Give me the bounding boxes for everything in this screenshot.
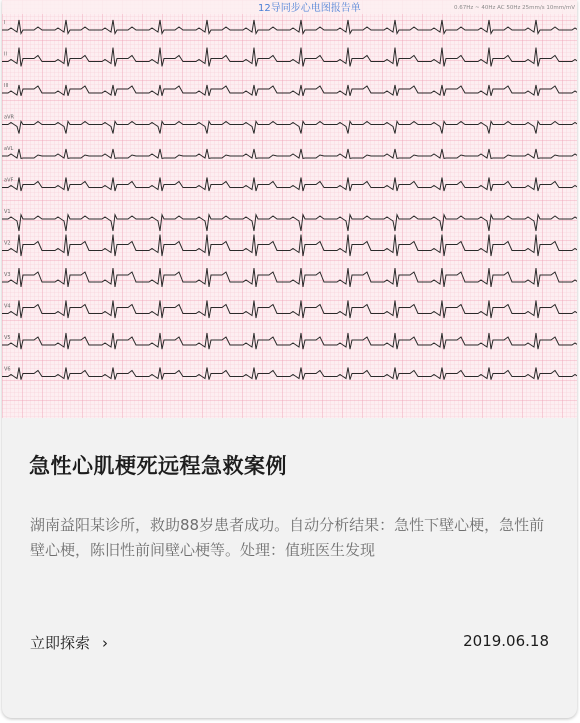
ecg-header-title: 12导同步心电图报告单 [258,3,361,14]
chevron-right-icon: › [102,633,109,652]
ecg-lead-label: V6 [4,366,11,373]
ecg-lead-label: V2 [4,240,11,247]
ecg-lead-label: V4 [4,303,11,310]
ecg-lead-label: V3 [4,272,11,278]
ecg-lead-label: aVF [4,177,14,184]
ecg-lead-label: aVR [4,114,14,121]
case-description: 湖南益阳某诊所，救助88岁患者成功。自动分析结果：急性下壁心梗，急性前壁心梗，陈旧性前间壁心梗等。处理：值班医生发现 [30,516,545,559]
ecg-lead-label: aVL [4,146,14,152]
ecg-header-params: 0.67Hz ~ 40Hz AC 50Hz 25mm/s 10mm/mV [454,5,576,11]
case-date: 2019.06.18 [463,632,549,650]
explore-label: 立即探索 [30,634,91,652]
ecg-lead-label: II [4,51,7,58]
ecg-report-image [2,0,577,418]
ecg-lead-label: I [4,20,6,26]
ecg-lead-label: V1 [4,209,11,215]
ecg-lead-label: III [4,83,9,89]
explore-link[interactable] [30,632,108,653]
case-card[interactable] [2,0,577,718]
ecg-lead-label: V5 [4,335,11,341]
case-title: 急性心肌梗死远程急救案例 [29,454,287,478]
